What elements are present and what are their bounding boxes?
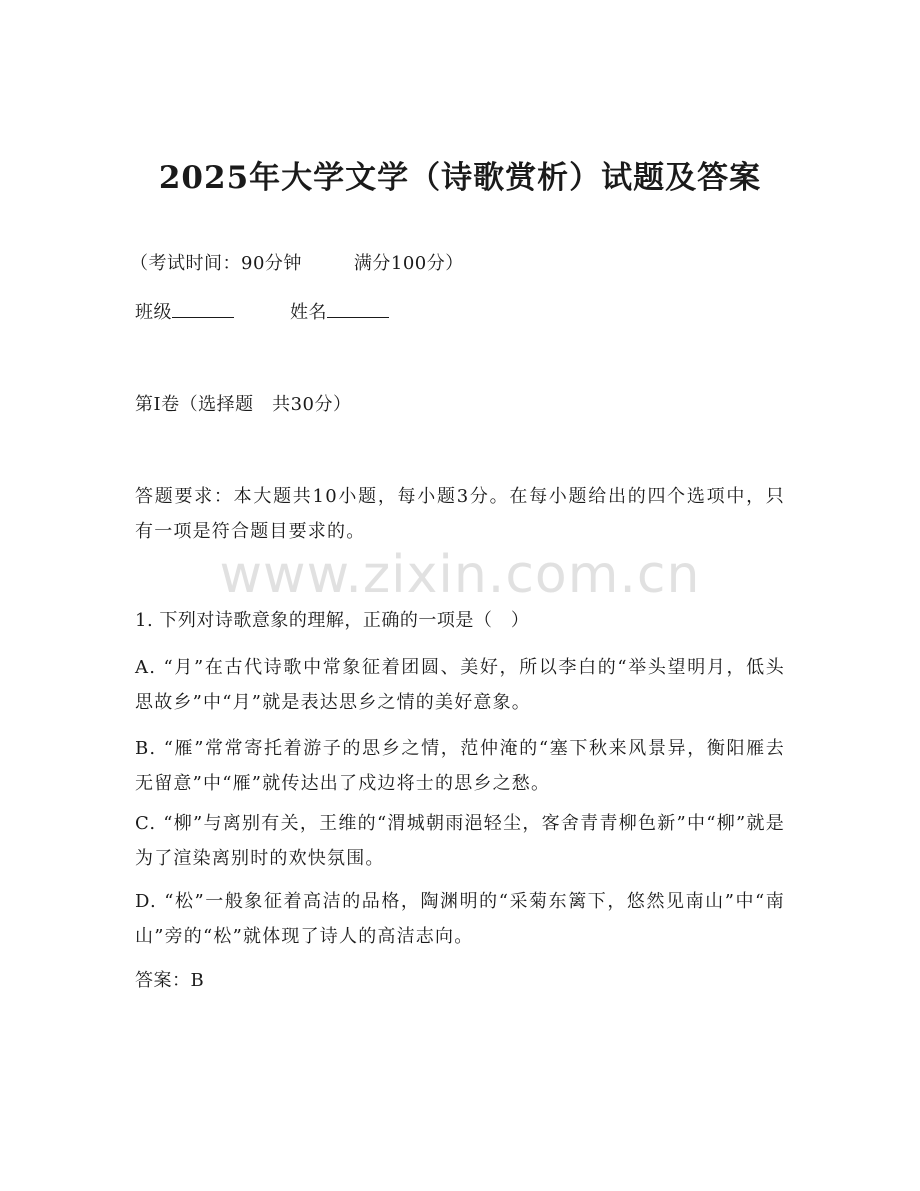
name-label: 姓名 <box>290 302 327 323</box>
question-stem: 1. 下列对诗歌意象的理解，正确的一项是（ ） <box>135 610 530 631</box>
option-c: C. “柳”与离别有关，王维的“渭城朝雨浥轻尘，客舍青青柳色新”中“柳”就是为了渲染离别时的欢快氛围。 <box>135 813 785 869</box>
document-title: 2025年大学文学（诗歌赏析）试题及答案 <box>158 160 762 196</box>
student-fields <box>135 296 785 329</box>
watermark: www.zixin.com.cn <box>219 545 701 605</box>
option-a: A. “月”在古代诗歌中常象征着团圆、美好，所以李白的“举头望明月，低头思故乡”中“月”就是表达思乡之情的美好意象。 <box>135 657 785 713</box>
option-b: B. “雁”常常寄托着游子的思乡之情，范仲淹的“塞下秋来风景异，衡阳雁去无留意”中“雁”就传达出了戍边将士的思乡之愁。 <box>135 738 785 794</box>
answer: 答案：B <box>135 970 205 991</box>
exam-time: （考试时间：90分钟 <box>130 253 302 274</box>
section-heading: 第Ⅰ卷（选择题 共30分） <box>135 394 352 415</box>
name-blank[interactable] <box>327 299 389 318</box>
class-blank[interactable] <box>172 299 234 318</box>
exam-score: 满分100分） <box>353 253 464 274</box>
instructions: 答题要求：本大题共10小题，每小题3分。在每小题给出的四个选项中，只有一项是符合题目要求的。 <box>135 486 785 542</box>
class-label: 班级 <box>135 302 172 323</box>
exam-info <box>130 247 780 280</box>
option-d: D. “松”一般象征着高洁的品格，陶渊明的“采菊东篱下，悠然见南山”中“南山”旁的“松”就体现了诗人的高洁志向。 <box>135 891 785 947</box>
